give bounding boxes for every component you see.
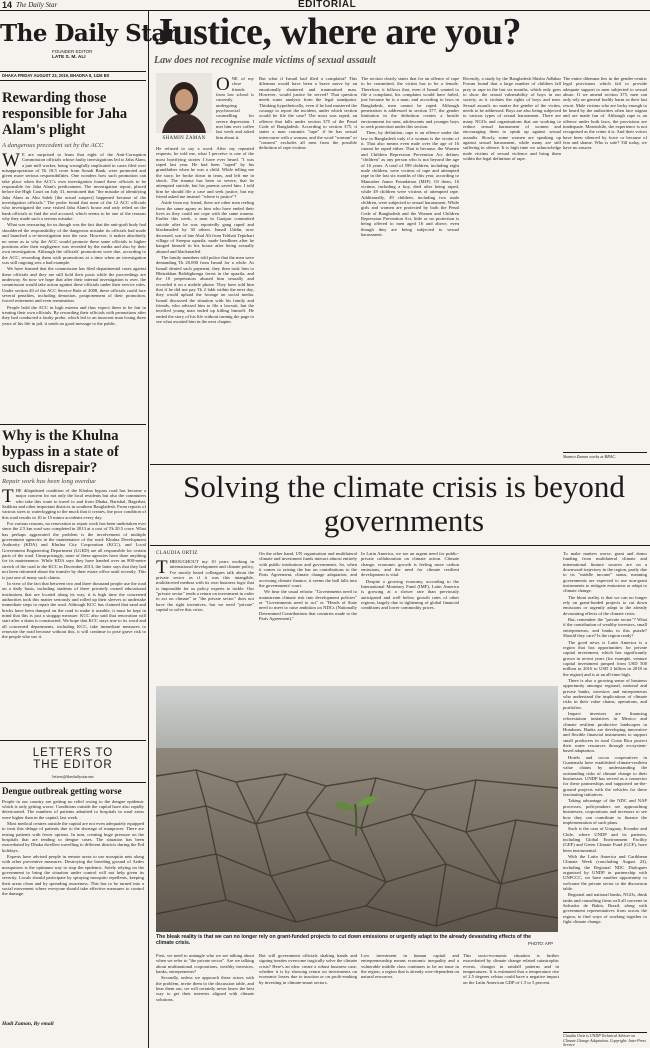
column-2-paragraph: Despite a growing economy, according to the International Monetary Fund (IMF), Latin America is growing at a slower rate than previously anticipated and well below growth rates of other regions, largely due to tightening of global financial conditions and lower commodity prices.	[361, 578, 459, 611]
editorial-1-paragraph: E are surprised to learn that eight of the Anti-Corruption Commission officials whose faulty investigations led to Jaha Alam, a jute mill worker, being wrongfully implicated in cases filed over misappropriation of Tk 18.5 crore from Sonali Bank, were promoted and given more serious responsibilities. One wonders how such promotion can take place when the ACC's own investigation found these officials to be responsible for Jaha Alam's predicament. The investigation report, placed before the High Court on July 31, mentioned that "the mistake of identifying Jaha Alam as Abu Salek [the actual suspect] happened because of the investigation officials." The probe found that none of the 12 ACC officials who investigated the case visited Jaha Alam's house and only relied on the bank officials to find the real accused, which seems to be one of the reasons why they made such a serious mistake.	[2, 152, 146, 222]
letters-rule	[0, 782, 146, 783]
column-1-paragraph: Recently, a study by the Bangladesh Shishu Adhikar Forum found that a large number of children fall prey to rape in the last six months, which only goes to show the sexual vulnerability of boys in our society, as it violates the rights of boys and men. Sexual assault, no matter the gender of the victim, needs to be addressed. Boys are also being subjected to various types of sexual harassment. There are many NGOs and organisations that are working to reduce sexual harassment of women and encouraging them to speak up against sexual assaults. Slowly, some women are speaking up against sexual harassment, while many are still suffering in silence. It is high time we acknowledge male victims of sexual violence and bring them within the legal definition of rape.	[463, 76, 561, 162]
letters-box	[0, 740, 146, 1047]
column-1-headline: Justice, where are you?	[154, 11, 522, 53]
column-2-paragraph: This socio-economic situation is further exacerbated by climate change related catastrophic events, changes in rainfall patterns and in temperatures. It is estimated that a temperature rise of 2.5 degrees celsius could have a negative impact on the Latin American GDP of 1.5 to 5 percent.	[463, 953, 559, 985]
dateline-rule-bottom	[0, 80, 146, 81]
editorial-1-paragraph: We have learned that the commission has filed departmental cases against these officials and they are still hold their posts while the proceedings are underway. So now we hope that after their internal investigation is over, the commission would take action against these officials under their service rules. Under section 40 of the ACC Service Rule of 2008, these officials could face several penalties, including demotion, postponement of their promotion, forced retirement and even termination.	[2, 266, 146, 304]
editorial-divider	[0, 424, 146, 425]
editorial-2-deck: Repair work has been long overdue	[2, 478, 96, 485]
editorial-1-body	[2, 152, 146, 420]
page-number: 14	[2, 0, 13, 10]
letter-paragraph: People in our country are getting no relief owing to the dengue epidemic which is only getting worse. Conditions outside the capital have also rapidly deteriorated. The numbers of patients admitted to hospitals in rural areas were higher than in the capital, last week.	[2, 798, 144, 820]
column-rule	[148, 10, 149, 1048]
column-2-paragraph: Such is the case of Uruguay, Ecuador and Chile, where UNDP and its partners, including Global Environment Facility (GEF) and Green Climate Fund (GCF), have been instrumental.	[563, 826, 647, 853]
author-portrait	[156, 73, 212, 133]
column-2-paragraph: HROUGHOUT my 10 years working in international development and climate policy, I've mostly heard colleagues talk about the private sector as if it was this intangible, multifaceted medusa with its own business logic that is impossible for us policy experts to tackle. Our "private sector" tends a return on investment in order to act on climate" or "the private sector" does not have the right incentives, but we need "private" capital to solve this crisis.	[156, 559, 254, 613]
column-2-paragraph: Impact investors are financing reforestation initiatives in Mexico and climate resilient productive landscapes in Honduras. Banks are developing innovative and flexible financial instruments to support small producers in rural Costa Rica protect their water resources through ecosystem-based adaptation.	[563, 710, 647, 754]
column-2-paragraph: To make matters worse, grant and donor funding from multilateral climate and international finance sources are on a downward trajectory in the region, partly due to its "middle income" status, meaning governments are expected to use non-grant instruments to mitigate emissions or adapt to climate change.	[563, 551, 647, 594]
editorial-1-paragraph: People hold the ACC in high esteem and thus expect them to be fair in treating their own officials. By rewarding their officials with promotions after they had conducted a faulty probe, which led to an innocent man losing three years of his life in jail, it sends no good message to the public.	[2, 304, 146, 326]
photo-caption: The bleak reality is that we can no longer rely on grant-funded projects to cut down emissions or urgently adapt to the already devastating effects of the climate crisis.	[156, 934, 532, 946]
column-2-footnote: Claudia Ortiz is UNDP Technical Adviser on Climate Change Adaptation. Copyright: Inter Press Service	[563, 1033, 646, 1048]
editorial-2-paragraph: HE dilapidated condition of the Khulna bypass road has become a major concern for not only the local residents but also the commuters who take this route to travel to and from Dhaka, Barishal, Bagerhat, Satkhira and other important districts in southern Bangladesh. From reports of various sizes to waterlogging to the muck that it creates, the poor condition of this road results in 10 to 15 minor accidents every day.	[2, 488, 146, 520]
column-2-headline-rule	[150, 545, 650, 546]
paper-name-small: The Daily Star	[16, 1, 58, 9]
letter-paragraph: Experts have advised people in remote areas to use mosquito nets along with other preventive measures. Destroying the breeding ground of Aedes mosquitoes is the optimum way to stop the epidemic. Solely relying on the government to bring the situation under control will not help given its severity. Locals should participate by spraying mosquito repellents, keeping their areas clean and by spreading awareness. This has to be turned into a social movement where everyone should take effective measures to control the damage.	[2, 854, 144, 897]
editorial-1-headline: Rewarding those responsible for Jaha Alam's plight	[2, 90, 128, 138]
column-1-footnote: Shamin Zaman works at BRAC.	[563, 452, 647, 459]
letter-body	[0, 796, 146, 1021]
column-2-body-lower-a	[156, 953, 254, 1045]
letter-signature: Hadi Zaman, By email	[2, 1020, 54, 1027]
letter-title: Dengue outbreak getting worse	[2, 785, 122, 796]
column-1-paragraph: But what if Ismail had filed a complaint? This dilemma would have been a brave move by an emotionally shattered and traumatised man. However, would justice be served? That question needs some analysis from the legal standpoint. Thinking hypothetically, even if he had mustered the courage to report the incident, under which section would he file the case? The most was raped, an offence that falls under section 375 of the Penal Code of Bangladesh. According to section 375, it states a man commits "rape" if he has sexual intercourse with a woman, and the word "woman" or "consent" excludes all men from the possible definition of rape victims.	[259, 76, 357, 151]
column-2-paragraph: But will government officials shaking hands and signing treaties overcome tragically solve the climate crisis? Here's an idea: create a robust business case, whether it is by showing return on investments on economic losses due to inaction or on profit-making by investing in climate-smart sectors.	[259, 953, 357, 985]
column-1-body-d	[463, 76, 561, 460]
column-2-paragraph: Secondly, unless we approach these actors with the problem, invite them to the discussion table, and hear them out, we will certainly never know the best way to get their interests aligned with climate solutions.	[156, 975, 254, 1002]
column-1-paragraph: Then, by definition, rape is an offence under the law in Bangladesh only if a woman is the victim of it. That also means even male over the age of 16 cannot be raped either. That is because, the Women and Children Repression Prevention Act defines "children" as any person who is not beyond the age of 16 years. A total of 599 children, including eight male children, were victims of rape and attempted rape in the last six months of this year, according to Manusher Jonno Foundation (MJF). Of them, 16 victims, including a boy, died after being raped, while 49 children were victims of attempted rape. Additionally, 49 children, including two male children, were subjected to sexual harassment. While girls and women are protected by both the Penal Code of Bangladesh and the Women and Children Repression Prevention Act, little or no protection is being offered to men aged 16 and above, even though they are being subjected to sexual harassment.	[361, 130, 459, 237]
letters-email: letters@thedailystar.net	[52, 774, 94, 779]
column-1-paragraph: The family members told police that the men were demanding Tk 20,000 from Ismail for a while. As Ismail denied such payment, they then took him to Bhitrakhan Balidighonga forest in the upazila, and the 10 perpetrators abused him sexually and recorded it on a mobile phone. They have told him that if he did not pay Tk 2 lakh within the next day, they would upload the footage on social media. Ismail discussed the situation with his family and friends, who advised him to file a lawsuit, but the terrified young man ended up killing himself. He ended the story of his life without turning the page to see what awaited him in the next chapter.	[156, 254, 254, 324]
editorial-2-dropcap: T	[2, 488, 14, 507]
editorial-1-dropcap: W	[2, 152, 20, 171]
column-2-body-lower-c	[361, 953, 459, 1045]
column-2-body-lower-b	[259, 953, 357, 1045]
editorial-2-body	[2, 488, 146, 736]
dateline-rule-top	[0, 71, 146, 72]
column-1-dropcap: O	[216, 76, 230, 95]
column-2-body-r	[563, 551, 647, 1031]
letters-heading: LETTERS TO THE EDITOR	[32, 747, 114, 771]
column-2-paragraph: First, we need to untangle who we are talking about when we refer to "the private sector". Are we talking about multinational corporations, wealthy investors, banks, entrepreneurs?	[156, 953, 254, 975]
column-1-body-c	[361, 76, 459, 460]
editorial-2-headline: Why is the Khulna bypass in a state of such disrepair?	[2, 428, 119, 476]
cracked-earth-photo	[156, 686, 558, 932]
column-2-paragraph: The good news is Latin America is a region that has opportunities for private capital investment, which has significantly grown in recent years (for example, venture capital investment jumped from USD 500 million in 2016 to USD 2 billion in 2018 in the region) and is at an all-time high.	[563, 639, 647, 677]
founder-name: LATE S. M. ALI	[52, 55, 86, 60]
column-2-paragraph: But, remember the "private sector"? What if the contribution of wealthy investors, small entrepreneurs, and banks to this puzzle? Should they care? Is the region ready?	[563, 617, 647, 639]
column-1-author: SHAMIN ZAMAN	[162, 136, 206, 141]
story-divider	[150, 464, 650, 465]
column-2-paragraph: Regional and national banks, NGOs, think tanks and consulting firms will all convene in Salvador de Bahia, Brazil, along with government representatives from across the region, to find ways of working together to fight climate change.	[563, 892, 647, 925]
column-2-body-a	[156, 559, 254, 681]
column-2-paragraph: The blunt reality is that we can no longer rely on grant-funded projects to cut down emissions or urgently adapt to the already devastating effects of the climate crisis.	[563, 594, 647, 616]
column-2-body-lower-d	[463, 953, 559, 1045]
founder-label: FOUNDER EDITOR	[52, 49, 93, 54]
photo-credit: PHOTO: AFP	[528, 941, 554, 946]
column-1-lead-text: NE of my close friends from law school is currently undergoing psychosocial counselling for severe depression. I met him over coffee last week and asked him about it.	[216, 76, 254, 140]
editorial-1-deck: A dangerous precedent set by the ACC	[2, 142, 104, 149]
column-2-dropcap: T	[156, 559, 168, 578]
column-2-paragraph: Hotels and cocoa cooperatives in Guatemala have established climate-resilient value chains by understanding the outstanding risks of climate change to their businesses. UNDP has served as a connector for these partnerships and supported on-the-ground projects with the vehicles for these fascinating initiatives.	[563, 754, 647, 798]
section-title: EDITORIAL	[298, 0, 357, 10]
editorial-1-paragraph: What was reassuring for us though was the fact that the anti-graft body had shouldered the responsibility of the dangerous mistake its officials had made and launched a re-investigation into the case. However, it makes absolutely no sense as to why the ACC would promote these same officials to higher positions after their negligence was revealed by the media and also by their own investigation. Although the officials' promotions were due, according to the ACC, rewarding them with promotions at a time when an investigation was still ongoing sets a bad example.	[2, 222, 146, 265]
column-1-body-e	[563, 76, 647, 450]
column-1-paragraph: The section clearly states that for an offence of rape to be committed, the victim has to be a female. Therefore, it follows that, even if Ismail wanted to file a complaint, his complaint would have failed, just because he is a man; and according to laws in Bangladesh, men cannot be raped. Although penetration is addressed in section 377, the gender limitation in the definition creates a hostile environment for men, adolescents and younger boys to seek protection under this section.	[361, 76, 459, 130]
column-2-headline: Solving the climate crisis is beyond governments	[183, 469, 625, 538]
column-2-body-b	[259, 551, 357, 681]
column-2-paragraph: We hear the usual refrain: "Governments need to mainstream climate risk into development policies" or "Governments need to act" or "Heads of State need to meet to raise ambition on NDCs (Nationally Determined Contributions that countries made to the Paris Agreement)."	[259, 589, 357, 622]
column-2-paragraph: On the other hand, UN organisation and multilateral climate and investment funds interact almost entirely with public institutions and governments. So, when it comes to raising the bar on contributions to the Paris Agreement, climate change adaptation, and accessing climate finance, it seems the ball falls into the governments' court.	[259, 551, 357, 589]
column-1-body-b	[259, 76, 357, 460]
climate-photo	[156, 686, 558, 932]
column-2-body-c	[361, 551, 459, 681]
page-header	[0, 0, 650, 10]
column-2-paragraph: Taking advantage of the NDC and NAP processes, policymakers are approaching businesses, corporations and investors to see how they can contribute to finance the implementation of such plans.	[563, 798, 647, 825]
column-1-paragraph: He refused to say a word. After my repeated requests, he told me, what I perceive is one of the most horrifying stories I have ever heard. "I was raped last year. He had been "raped" by his grandfather when he was a child. While telling me the story, he broke down in tears, and left me in shock. The trauma has been so severe, that he attempted suicide, but his parents saved him. I told him he should file a case and seek justice, but my friend asked me instead: "where is justice"?	[156, 146, 254, 200]
column-1-lead	[216, 76, 254, 144]
column-1-body-a	[156, 146, 254, 460]
dateline: DHAKA FRIDAY AUGUST 23, 2019, BHADRA 8, 1426 BS	[2, 73, 110, 78]
letter-paragraph: Most medical centres outside the capital are not even adequately equipped to treat this deluge of patients due to the shortage of manpower. There are testing patients with fewer options. In turn, creating huge pressure on the hospitals that are tending to dengue cases. The situation has been exacerbated by Dhaka dwellers travelling to different districts during the Eid holidays.	[2, 820, 144, 853]
editorial-2-paragraph: For various reasons, no renovation or repair work has been undertaken ever since the 2.5 km road was completed in 2013 at a cost of Tk 20.5 crore. What has perhaps aggravated the problem is the involvement of multiple government agencies in the maintenance of the road: Khulna Development Authority (KDA) and Khulna City Corporation (KCC), and Local Government Engineering Department (LGED) are all responsible for certain parts of the road. Unsurprisingly, none of these agencies have done anything for its maintenance. While KDA says they have handed over an 800-metre stretch of the road to the KCC in December 2013, the latter says that they had not been informed about the transfer by their estate office until recently. This is just one of many such claims.	[2, 521, 146, 580]
column-2-author: CLAUDIA ORTIZ	[156, 551, 198, 556]
logo-block	[0, 20, 178, 72]
column-2-paragraph: Low investment in human capital and entrepreneurship means economic inequality and a vulnerable middle class continues to be an issue in the region, a region that is already over-dependent on natural resources.	[361, 953, 459, 980]
column-2-paragraph: In Latin America, we see an urgent need for public-private collaboration on climate action. Climate change, economic growth is feeling more carbon emissions, and the need for climate resilient development is vital.	[361, 551, 459, 578]
editorial-2-paragraph: In view of the fact that between two and three thousand people use the road on a daily basis, including students of three privately owned educational institutions that are located along its way, it is high time the concerned authorities took this matter seriously and rolled up their sleeves to undertake immediate steps to repair the road. Although KCC has claimed that sand and bricks have been dumped on the road to make it useable, it must be kept in mind that this is just a stopgap measure. KCC also said that renovation will start after a drain is constructed. We hope that KCC stays true to its word and all concerned departments, including KCC, take immediate measures to renovate the road because without this, it will continue to pose grave risk to the people who use it.	[2, 580, 146, 640]
column-2-paragraph: There is also a growing sense of business opportunity amongst regional, national and private banks, investors and entrepreneurs who understand the implications of climate risks in their value chains, operations, and portfolios.	[563, 677, 647, 710]
column-1-deck: Law does not recognise male victims of sexual assault	[154, 55, 376, 66]
column-1-paragraph: Aside from my friend, there are other men reeling from the same agony as him who have ended their lives as they could not cope with the same trauma. Earlier this week, a man in Gazipur committed suicide after he was reportedly gang raped and blackmailed by 30 others. Ismail Uddin, now deceased, son of late Abul Ali from Telihati Tepirbari village of Sreepur upazila, made headlines after he hanged himself in his house after being sexually abused and blackmailed.	[156, 200, 254, 254]
newspaper-logo: The Daily Star	[0, 20, 178, 47]
column-2-paragraph: With the Latin America and Caribbean Climate Week (concluding August 23), including the Regional NDC Dialogues organised by UNDP in partnership with UNFCCC, we have another opportunity to welcome the private sector to the discussion table.	[563, 853, 647, 891]
author-photo	[156, 73, 212, 133]
column-1-paragraph: The entire dilemma lies in the gender-centric legal provisions which fail to provide adequate support to men subjected to sexual abuse. If we amend section 375, men can only rely on general bodily harm as their last resort. Male victims who are lucky enough to be heard by the authorities often face stigma and are made fun of. Although rape is an offence under both laws, the provisions are inadequate. Meanwhile, the experience is not recognised as the crime it is. And their voices have been silenced by force or because of fear and shame. Who is safe? Till today, we have no answer.	[563, 76, 647, 151]
